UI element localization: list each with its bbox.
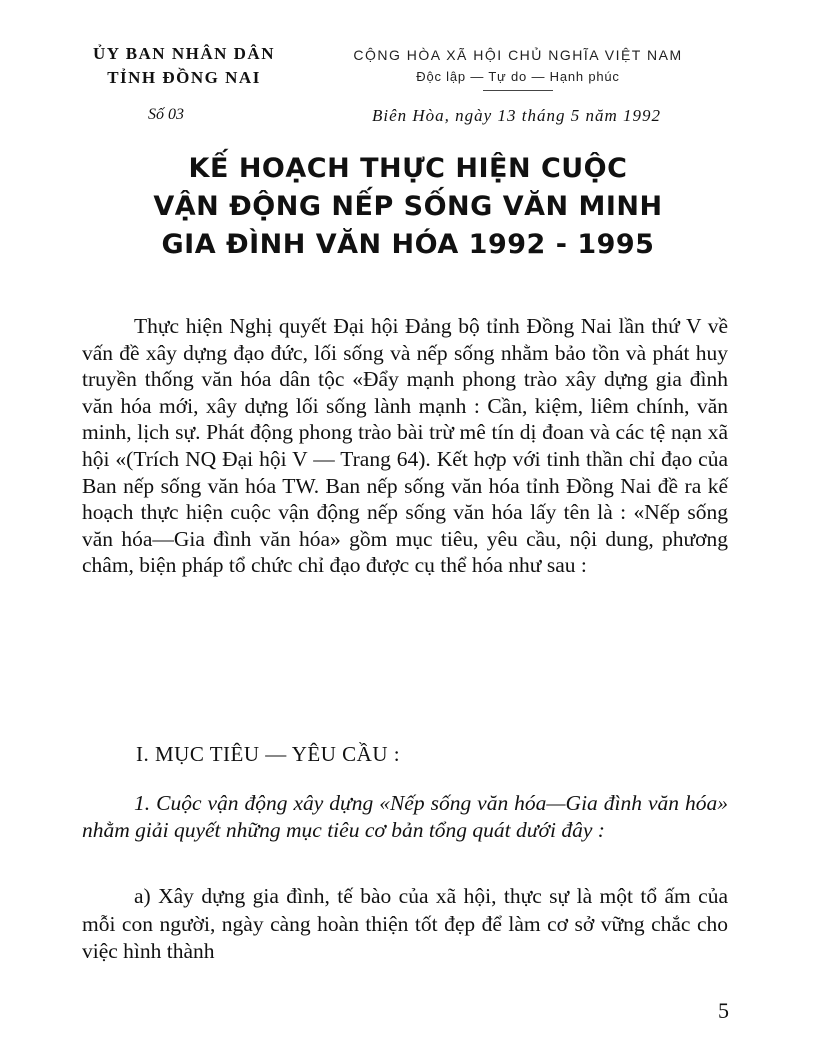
issuing-authority bbox=[64, 42, 304, 90]
document-number: Số 03 bbox=[148, 106, 184, 123]
national-motto bbox=[328, 44, 708, 91]
intro-paragraph: Thực hiện Nghị quyết Đại hội Đảng bộ tỉnh Đồng Nai lần thứ V về vấn đề xây dựng đạo đức, lối sống và nếp sống nhằm bảo tồn và phát huy truyền thống văn hóa dân tộc «Đẩy mạnh phong trào xây dựng gia đình văn hóa mới, xây dựng lối sống lành mạnh : Cần, kiệm, liêm chính, văn minh, lịch sự. Phát động phong trào bài trừ mê tín dị đoan và các tệ nạn xã hội «(Trích NQ Đại hội V — Trang 64). Kết hợp với tinh thần chỉ đạo của Ban nếp sống văn hóa TW. Ban nếp sống văn hóa tỉnh Đồng Nai đề ra kế hoạch thực hiện cuộc vận động nếp sống văn hóa lấy tên là : «Nếp sống văn hóa—Gia đình văn hóa» gồm mục tiêu, yêu cầu, nội dung, phương châm, biện pháp tổ chức chỉ đạo được cụ thể hóa như sau : bbox=[82, 314, 728, 578]
title-line-3: GIA ĐÌNH VĂN HÓA 1992 - 1995 bbox=[161, 229, 655, 260]
motto-underline bbox=[483, 90, 553, 91]
section-heading: I. MỤC TIÊU — YÊU CẦU : bbox=[136, 742, 401, 766]
title-line-2: VẬN ĐỘNG NẾP SỐNG VĂN MINH bbox=[153, 191, 663, 222]
republic-motto: Độc lập — Tự do — Hạnh phúc bbox=[416, 69, 620, 84]
page-number: 5 bbox=[718, 998, 729, 1023]
republic-name: CỘNG HÒA XÃ HỘI CHỦ NGHĨA VIỆT NAM bbox=[353, 47, 683, 63]
place-and-date: Biên Hòa, ngày 13 tháng 5 năm 1992 bbox=[372, 106, 661, 125]
authority-line-2: TỈNH ĐỒNG NAI bbox=[107, 68, 261, 87]
authority-line-1: ỦY BAN NHÂN DÂN bbox=[93, 44, 275, 63]
item-1-paragraph: 1. Cuộc vận động xây dựng «Nếp sống văn hóa—Gia đình văn hóa» nhằm giải quyết những mục tiêu cơ bản tổng quát dưới đây : bbox=[82, 791, 728, 842]
title-line-1: KẾ HOẠCH THỰC HIỆN CUỘC bbox=[188, 153, 628, 184]
document-title bbox=[80, 150, 736, 264]
item-a-paragraph: a) Xây dựng gia đình, tế bào của xã hội, thực sự là một tổ ấm của mỗi con người, ngày càng hoàn thiện tốt đẹp để làm cơ sở vững chắc cho việc hình thành bbox=[82, 884, 728, 963]
